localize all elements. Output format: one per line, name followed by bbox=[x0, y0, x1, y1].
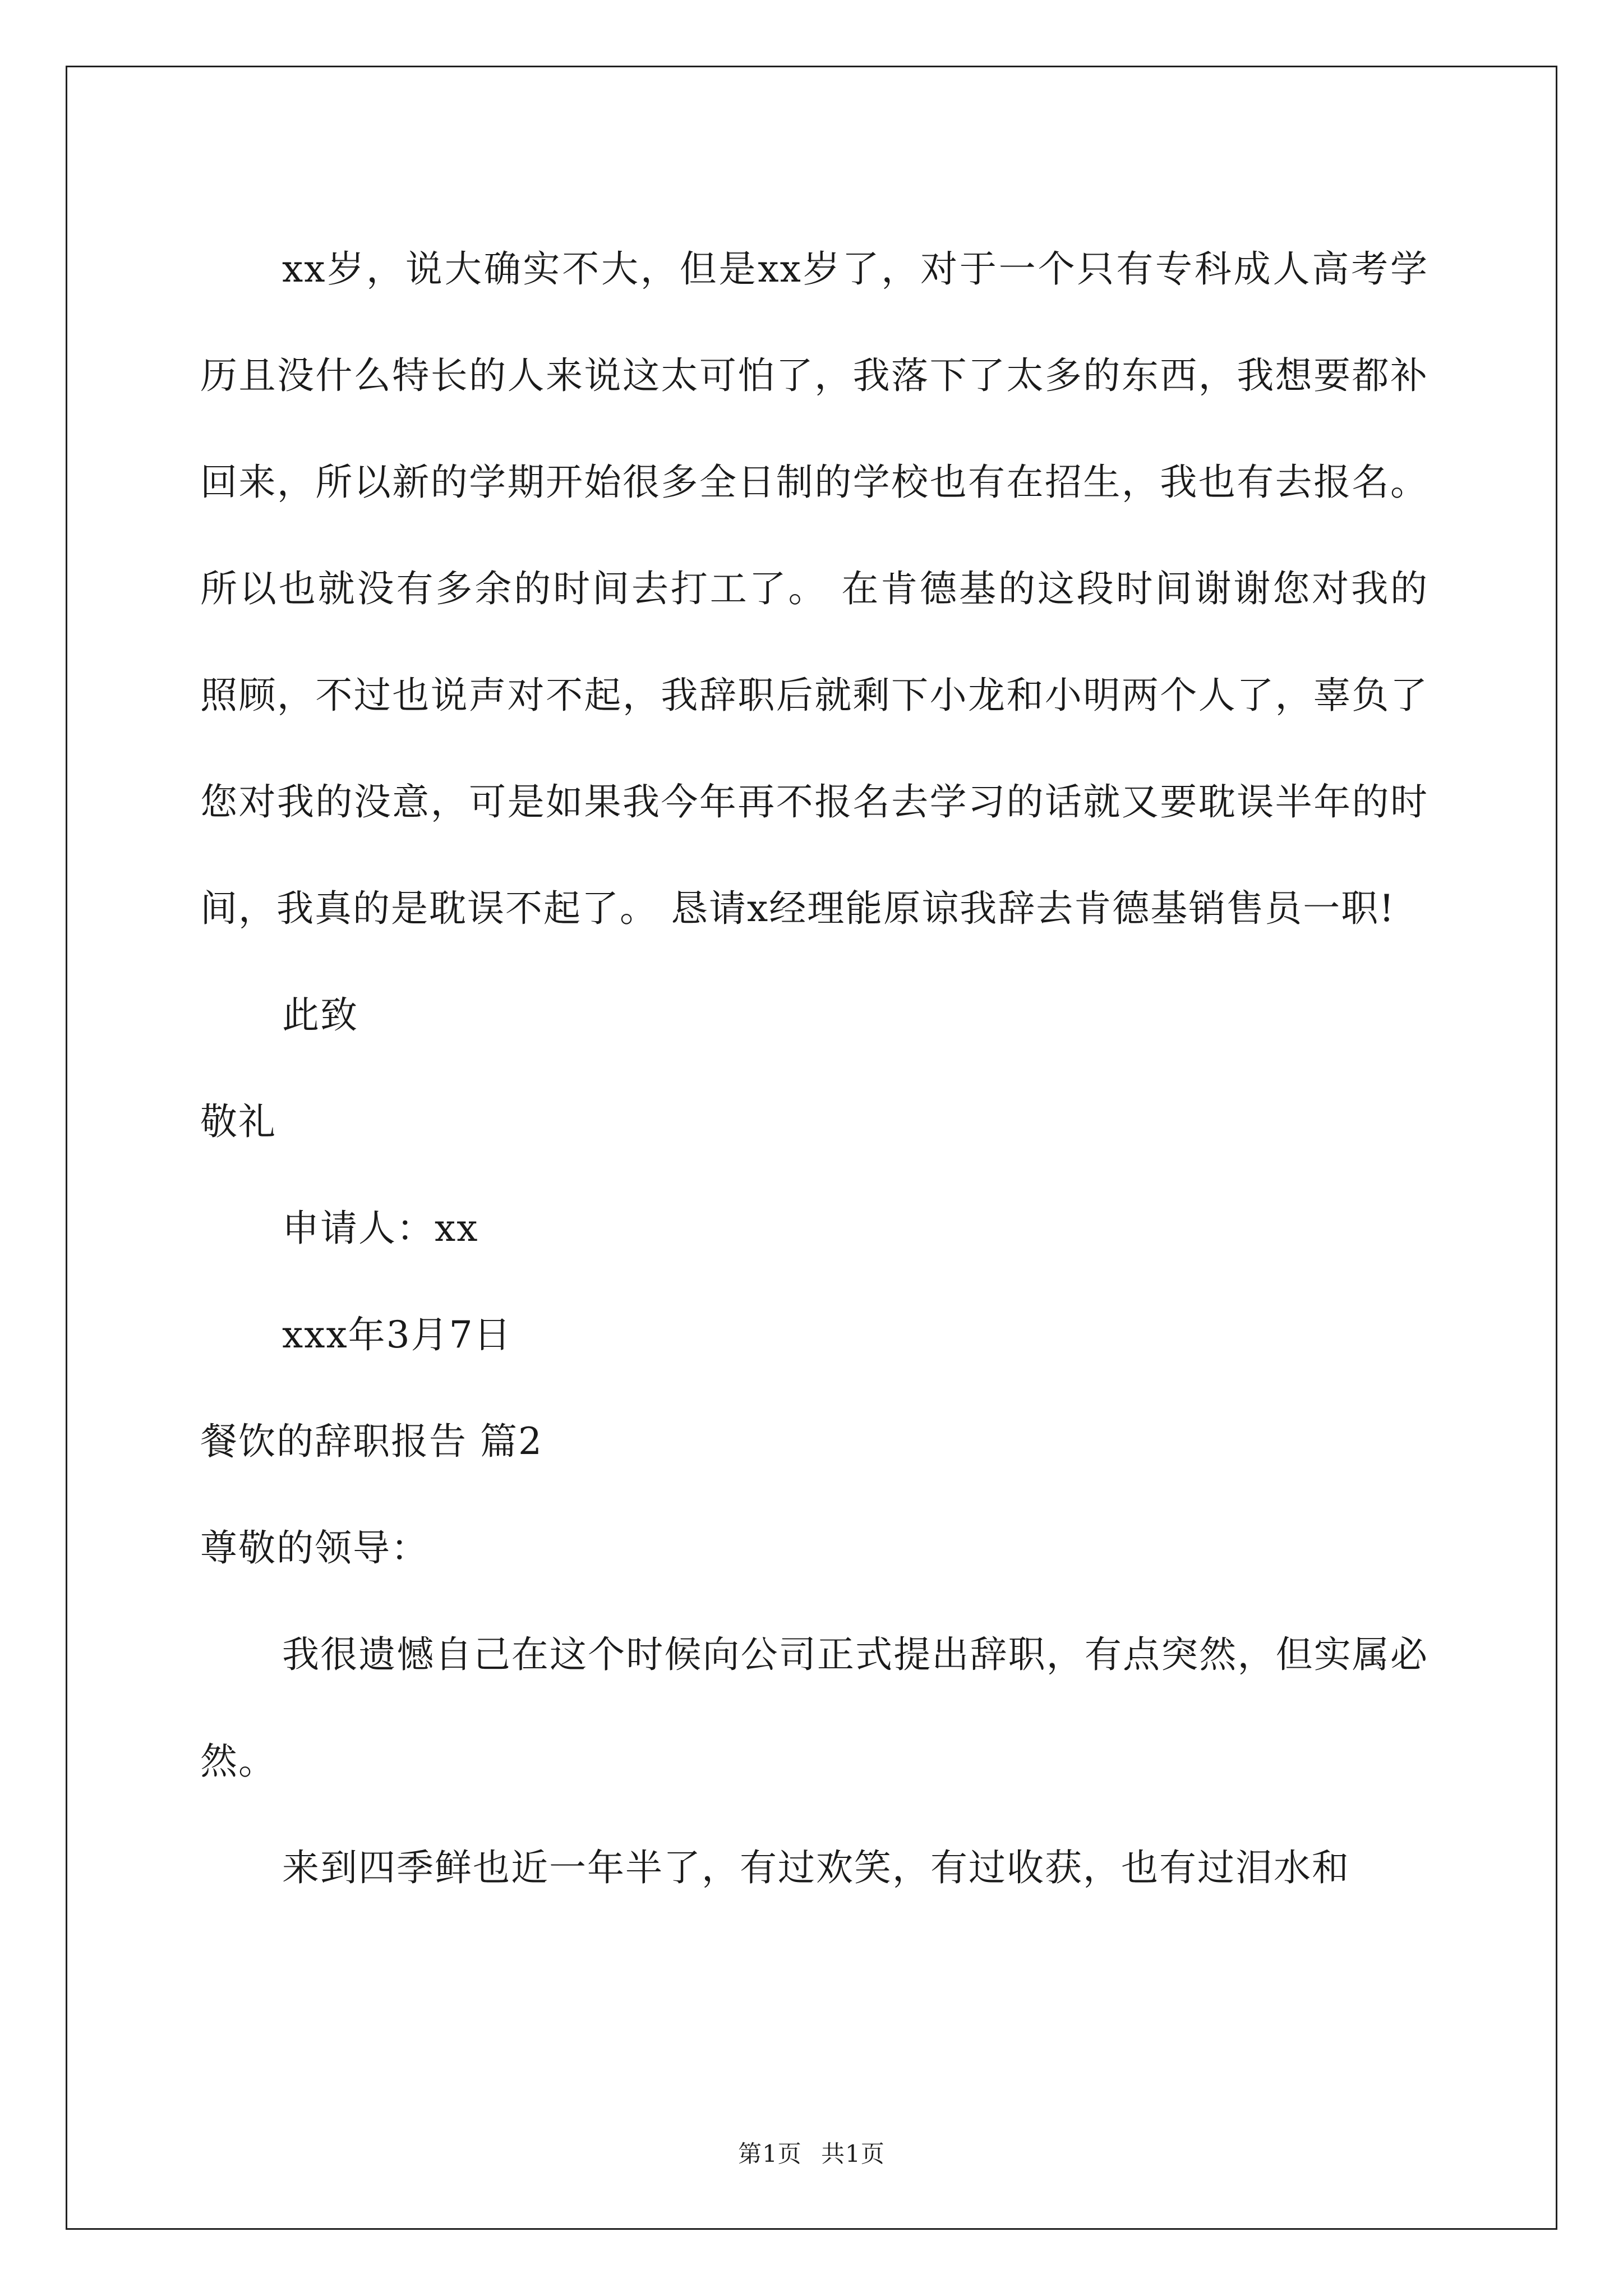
paragraph-intro: 我很遗憾自己在这个时候向公司正式提出辞职，有点突然，但实属必然。 bbox=[200, 1633, 1428, 1783]
date-line: xxx年3月7日 bbox=[282, 1313, 512, 1356]
section-heading: 餐饮的辞职报告 篇2 bbox=[200, 1420, 543, 1463]
greeting-line: 尊敬的领导： bbox=[200, 1526, 429, 1570]
closing-regards: 敬礼 bbox=[200, 1100, 276, 1143]
page-number-total: 共1页 bbox=[821, 2140, 885, 2168]
page-footer bbox=[0, 2137, 1623, 2171]
paragraph-resignation-reason: xx岁，说大确实不大，但是xx岁了，对于一个只有专科成人高考学历且没什么特长的人来说这太可怕了，我落下了太多的东西，我想要都补回来，所以新的学期开始很多全日制的学校也有在招生，我也有去报名。所以也就没有多余的时间去打工了。 在肯德基的这段时间谢谢您对我的照顾，不过也说声对不起，我辞职后就剩下小龙和小明两个人了，辜负了您对我的没意，可是如果我今年再不报名去学习的话就又要耽误半年的时间，我真的是耽误不起了。 恳请x经理能原谅我辞去肯德基销售员一职! bbox=[200, 247, 1428, 930]
page-number-current: 第1页 bbox=[738, 2140, 802, 2168]
closing-salutation: 此致 bbox=[282, 993, 358, 1037]
applicant-line: 申请人：xx bbox=[282, 1207, 479, 1250]
paragraph-experience: 来到四季鲜也近一年半了，有过欢笑，有过收获，也有过泪水和 bbox=[282, 1846, 1350, 1889]
document-body bbox=[200, 216, 1428, 1921]
